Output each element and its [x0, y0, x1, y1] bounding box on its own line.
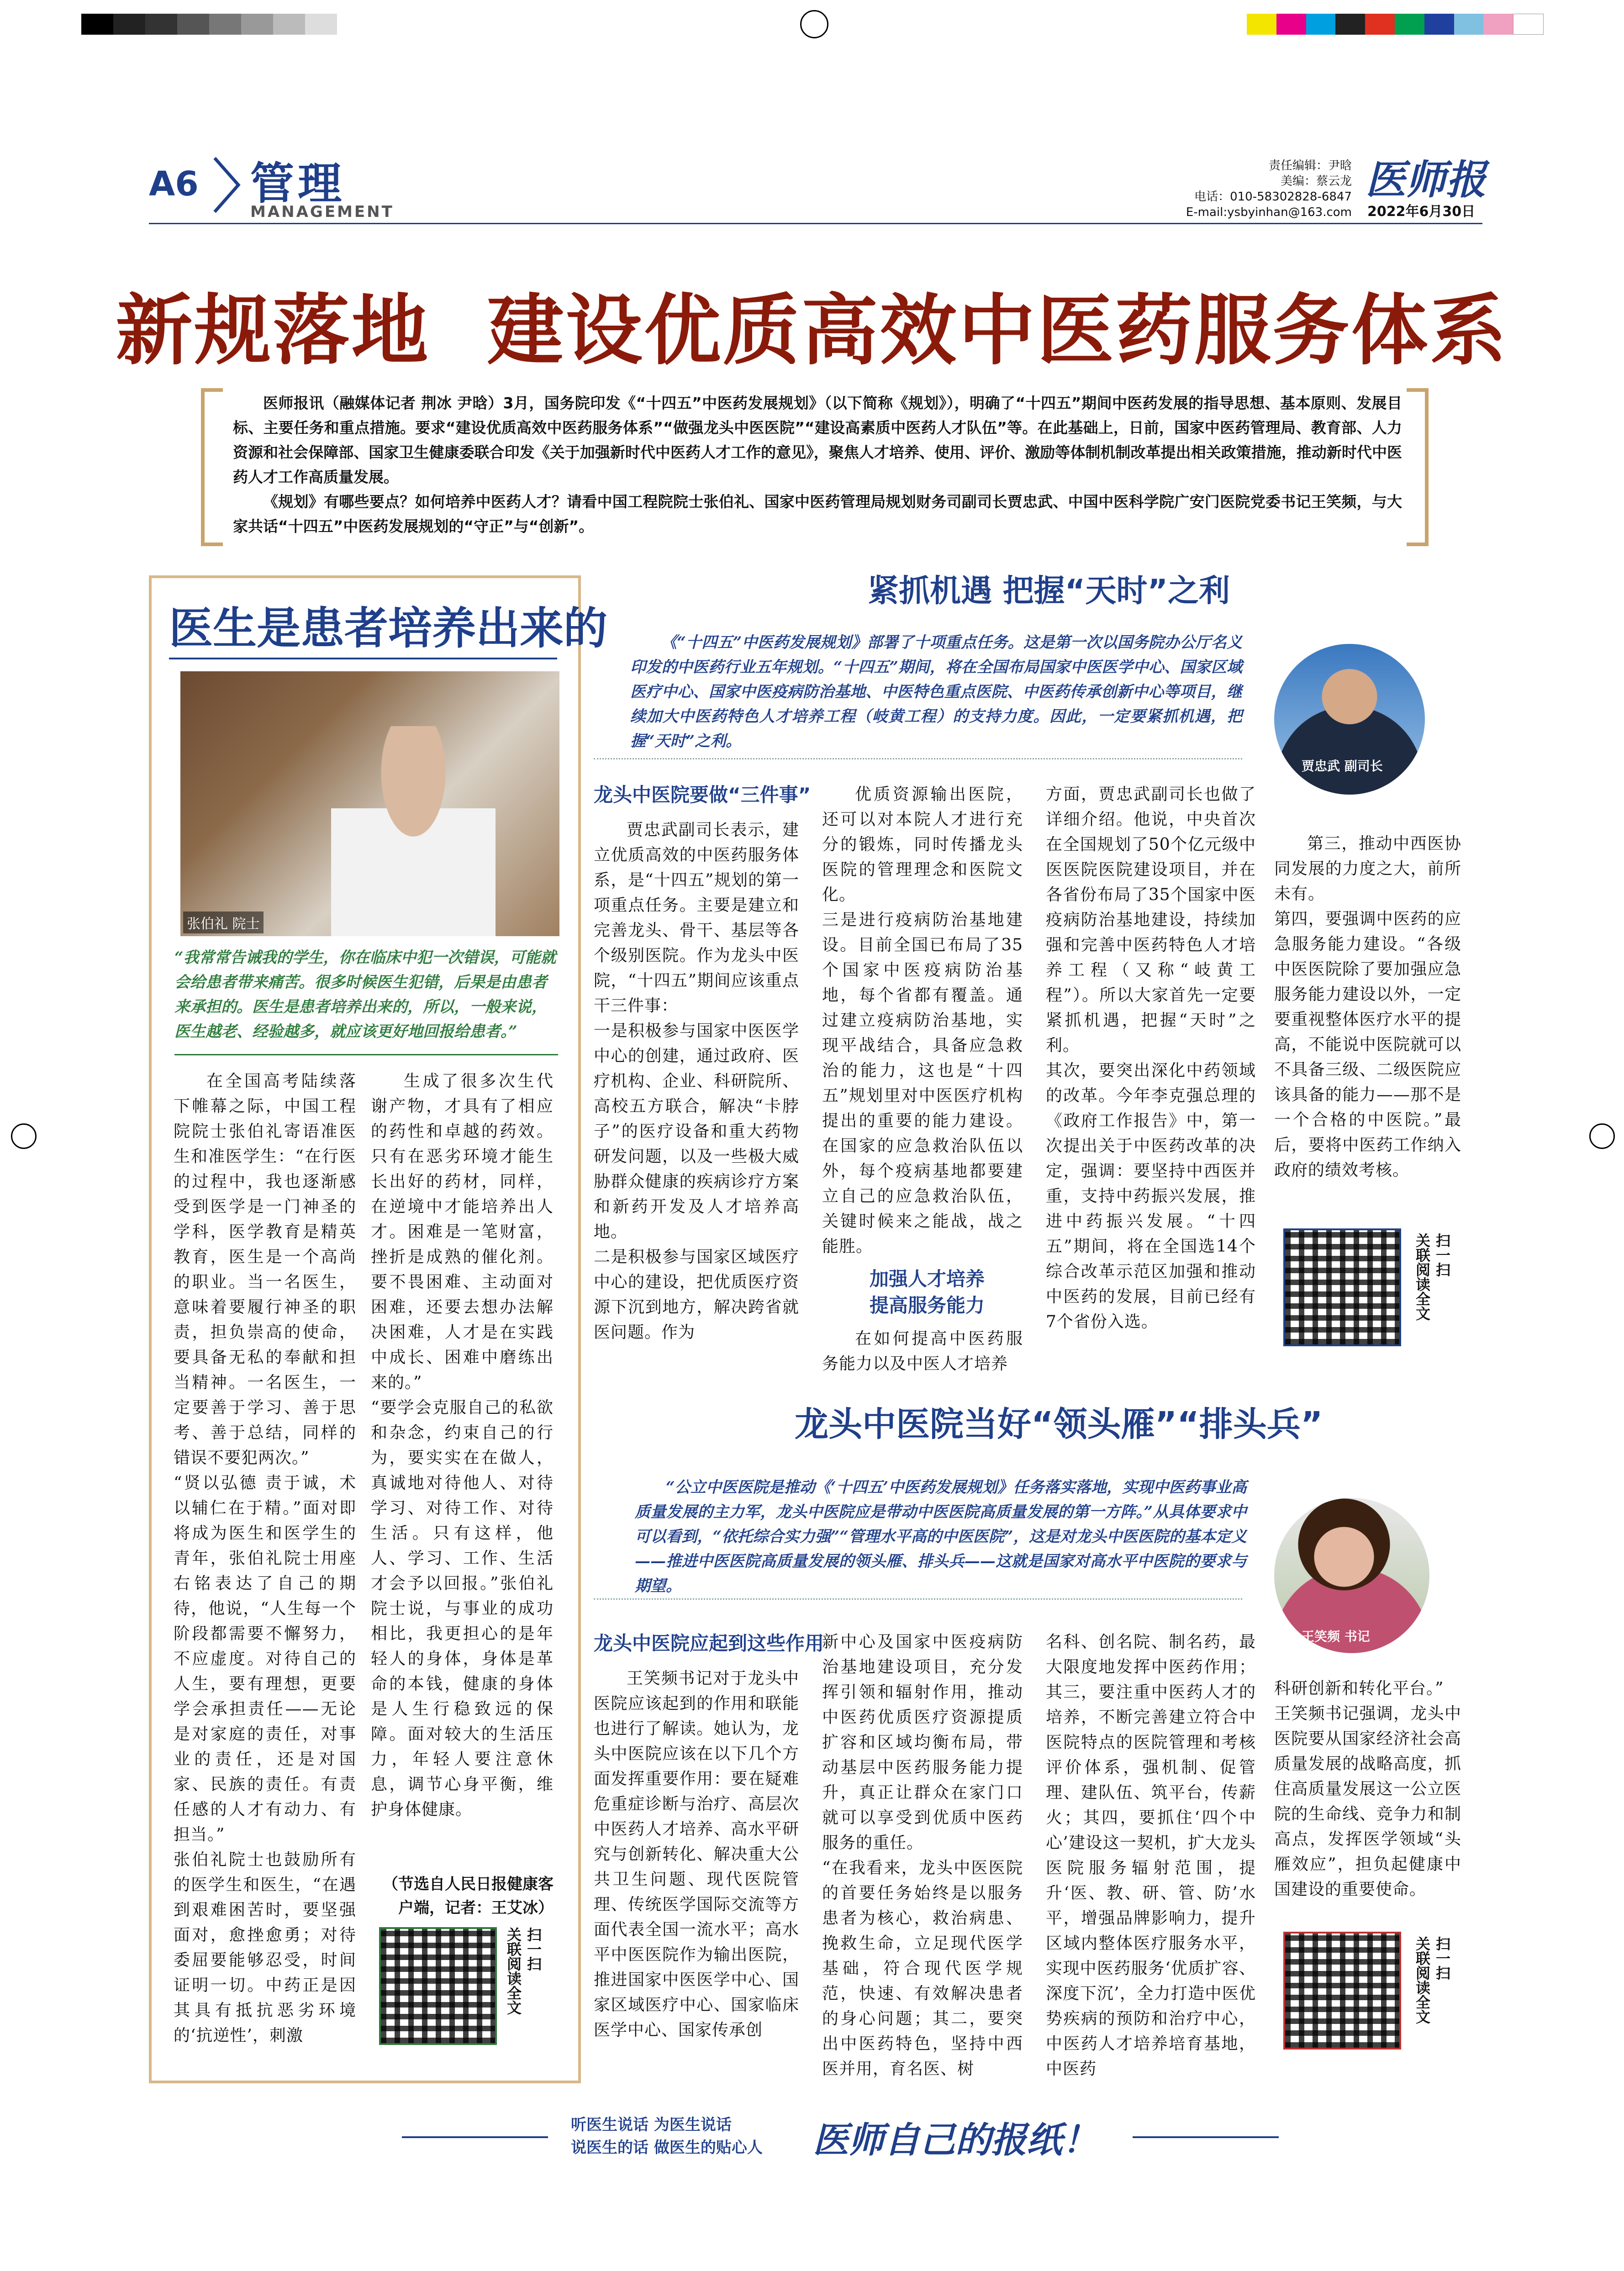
footer-motto: 听医生说话 为医生说话 说医生的话 做医生的贴心人: [571, 2116, 763, 2157]
left-article-title-rule: [169, 658, 557, 659]
upper-col-4: 第三，推动中西医协同发展的力度之大，前所未有。 第四，要强调中医药的应急服务能力建设。“各级中医医院除了要加强应急服务能力建设以外，一定要重视整体医疗水平的提高，不能说中医院就可以不具备三级、二级医院应该具备的能力——那不是一个合格的中医院。”最后，要将中医药工作纳入政府的绩效考核。: [1274, 834, 1461, 1180]
page-number: A6: [149, 164, 199, 204]
page-header: [0, 146, 1624, 228]
left-qr-code: [379, 1927, 497, 2045]
section-title-en: MANAGEMENT: [250, 203, 394, 221]
upper-divider: [594, 758, 1242, 759]
footer-rule-left: [402, 2136, 548, 2138]
left-col-2: 生成了很多次生代谢产物，才具有了相应的药性和卓越的药效。只有在恶劣环境才能生长出好的药材，同样，在逆境中才能培养出人才。困难是一笔财富，挫折是成熟的催化剂。要不畏困难、主动面对困难，还要去想办法解决困难，人才是在实践中成长、困难中磨练出来的。” “要学会克服自己的私欲和杂念，约束自己的行为，要实实在在做人，真诚地对待他人、对待学习、对待工作、对待生活。只有这样，他人、学习、工作、生活才会予以回报。”张伯礼院士说，与事业的成功相比，我更担心的是年轻人的身体，身体是革命的本钱，健康的身体是人生行稳致远的保障。面对较大的生活压力，年轻人要注意休息，调节心身平衡，维护身体健康。: [371, 1072, 554, 1819]
chevron-right-icon: [211, 155, 243, 215]
zhang-boli-photo: [180, 671, 559, 936]
photo-caption: 王笑频 书记: [1302, 1629, 1370, 1644]
bracket-left: [201, 388, 223, 546]
registration-mark-left: [11, 1123, 37, 1149]
lead-paragraph-1: 医师报讯（融媒体记者 荆冰 尹晗）3月，国务院印发《“十四五”中医药发展规划》（以下简称《规划》），明确了“十四五”期间中医药发展的指导思想、基本原则、发展目标、主要任务和重点措施。要求“建设优质高效中医药服务体系”“做强龙头中医医院”“建设高素质中医药人才队伍”等。在此基础上，日前，国家中医药管理局、教育部、人力资源和社会保障部、国家卫生健康委联合印发《关于加强新时代中医药人才工作的意见》，聚焦人才培养、使用、评价、激励等体制机制改革提出相关政策措施，推动新时代中医药人才工作高质量发展。: [233, 394, 1402, 486]
registration-mark-right: [1589, 1123, 1615, 1149]
left-article-title: 医生是患者培养出来的: [169, 603, 607, 654]
footer-slogan: 医师自己的报纸！: [813, 2119, 1098, 2161]
left-col-1: 在全国高考陆续落下帷幕之际，中国工程院院士张伯礼寄语准医生和准医学生：“在行医的过程中，我也逐渐感受到医学是一门神圣的学科，医学教育是精英教育，医生是一个高尚的职业。当一名医生，意味着要履行神圣的职责，担负崇高的使命，要具备无私的奉献和担当精神。一名医生，一定要善于学习、善于思考、善于总结，同样的错误不要犯两次。” “贤以弘德 责于诚，术以辅仁在于精。”面对即将成为医生和医学生的青年，张伯礼院士用座右铭表达了自己的期待，他说，“人生每一个阶段都需要不懈努力，不应虚度。对待自己的人生，要有理想，更要学会承担责任——无论是对家庭的责任，对事业的责任，还是对国家、民族的责任。有责任感的人才有动力、有担当。” 张伯礼院士也鼓励所有的医学生和医生，“在遇到艰难困苦时，要坚强面对，愈挫愈勇；对待委屈要能够忍受，时间证明一切。中药正是因其具有抵抗恶劣环境的‘抗逆性’，刺激: [174, 1072, 356, 2045]
lower-col-4: 科研创新和转化平台。” 王笑频书记强调，龙头中医院要从国家经济社会高质量发展的战略高度，抓住高质量发展这一公立医院的生命线、竞争力和制高点，发挥医学领域“头雁效应”，担负起健康中国建设的重要使命。: [1274, 1679, 1461, 1899]
registration-bar-right: [1247, 14, 1544, 35]
registration-mark-top: [800, 10, 828, 38]
upper-col-1: 贾忠武副司长表示，建立优质高效的中医药服务体系，是“十四五”规划的第一项重点任务。主要是建立和完善龙头、骨干、基层等各个级别医院。作为龙头中医院，“十四五”期间应该重点干三件事： 一是积极参与国家中医医学中心的创建，通过政府、医疗机构、企业、科研院所、高校五方联合，解决“卡脖子”的医疗设备和重大药物研发问题，以及一些极大威胁群众健康的疾病诊疗方案和新药开发及人才培养高地。 二是积极参与国家区域医疗中心的建设，把优质医疗资源下沉到地方，解决跨省就医问题。作为: [594, 821, 799, 1342]
lower-article-title: 龙头中医院当好“领头雁”“排头兵”: [795, 1405, 1323, 1444]
lower-intro: “公立中医医院是推动《‘十四五’中医药发展规划》任务落实落地，实现中医药事业高质量发展的主力军，龙头中医院应是带动中医医院高质量发展的第一方阵。”从具体要求中可以看到，“依托综合实力强”“管理水平高的中医医院”，这是对龙头中医医院的基本定义——推进中医医院高质量发展的领头雁、排头兵——这就是国家对高水平中医院的要求与期望。: [635, 1478, 1247, 1595]
left-quote-rule: [174, 1054, 558, 1055]
upper-col-2: 优质资源输出医院，还可以对本院人才进行充分的锻炼，同时传播龙头医院的管理理念和医院文化。 三是进行疫病防治基地建设。目前全国已布局了35个国家中医疫病防治基地，每个省都有覆盖。通过建立疫病防治基地，实现平战结合，具备应急救治的能力，这也是“十四五”规划里对中医医疗机构提出的重要的能力建设。在国家的应急救治队伍以外，每个疫病基地都要建立自己的应急救治队伍，关键时候来之能战，战之能胜。: [822, 785, 1023, 1256]
paper-logo: 医师报: [1366, 156, 1487, 203]
lower-col-3: 名科、创名院、制名药，最大限度地发挥中医药作用；其三，要注重中医药人才的培养，不断完善建立符合中医院特点的医院管理和考核评价体系，强机制、促管理、建队伍、筑平台，传薪火；其四，要抓住‘四个中心’建设这一契机，扩大龙头医院服务辐射范围，提升‘医、教、研、管、防’水平，增强品牌影响力，提升区域内整体医疗服务水平，实现中医药服务‘优质扩容、深度下沉’，全力打造中医优势疾病的预防和治疗中心，中医药人才培养培育基地，中医药: [1046, 1633, 1256, 2078]
photo-caption: 张伯礼 院士: [183, 912, 264, 933]
footer: [0, 2110, 1624, 2165]
bracket-right: [1407, 388, 1429, 546]
upper-col-3: 方面，贾忠武副司长也做了详细介绍。他说，中央首次在全国规划了50个亿元级中医医院医院建设项目，并在各省份布局了35个国家中医疫病防治基地建设，持续加强和完善中医药特色人才培养工程（又称“岐黄工程”）。所以大家首先一定要紧抓机遇，把握“天时”之利。 其次，要突出深化中药领域的改革。今年李克强总理的《政府工作报告》中，第一次提出关于中医药改革的决定，强调：要坚持中西医并重，支持中药振兴发展，推进中药振兴发展。“十四五”期间，将在全国选14个综合改革示范区加强和推动中医药的发展，目前已经有7个省份入选。: [1046, 785, 1256, 1331]
photo-figure: [331, 726, 496, 936]
lower-col-2: 新中心及国家中医疫病防治基地建设项目，充分发挥引领和辐射作用，推动中医药优质医疗资源提质扩容和区域均衡布局，带动基层中医药服务能力提升，真正让群众在家门口就可以享受到优质中医药服务的重任。 “在我看来，龙头中医医院的首要任务始终是以服务患者为核心，救治病患、挽救生命，立足现代医学基础，符合现代医学规范，快速、有效解决患者的身心问题；其二，要突出中医药特色，坚持中西医并用，育名医、树: [822, 1633, 1023, 2078]
jia-zhongwu-photo: [1274, 644, 1425, 795]
editor-credit: 责任编辑：尹晗 美编：蔡云龙 电话：010-58302828-6847 E-mail:ysbyinhan@163.com: [1186, 159, 1352, 219]
registration-bar-left: [81, 14, 337, 35]
lower-sub-heading-1: 龙头中医院应起到这些作用: [594, 1632, 824, 1655]
upper-qr-code: [1283, 1228, 1401, 1346]
upper-article-title: 紧抓机遇 把握“天时”之利: [868, 573, 1230, 609]
section-title: 管理: [250, 158, 345, 209]
issue-date: 2022年6月30日: [1367, 204, 1476, 220]
photo-caption: 贾忠武 副司长: [1302, 759, 1383, 774]
page-headline: 新规落地 建设优质高效中医药服务体系: [116, 286, 1508, 375]
upper-scan-label: 扫一扫 关联阅读全文: [1413, 1233, 1451, 1321]
left-source: （节选自人民日报健康客户端，记者：王艾冰）: [383, 1875, 554, 1917]
lead-paragraph-2: 《规划》有哪些要点？如何培养中医药人才？请看中国工程院院士张伯礼、国家中医药管理局规划财务司副司长贾忠武、中国中医科学院广安门医院党委书记王笑频，与大家共话“十四五”中医药发展规划的“守正”与“创新”。: [233, 493, 1402, 535]
lower-col-1: 王笑频书记对于龙头中医院应该起到的作用和联能也进行了解读。她认为，龙头中医院应该在以下几个方面发挥重要作用：要在疑难危重症诊断与治疗、高层次中医药人才培养、高水平研究与创新转化、解决重大公共卫生问题、现代医院管理、传统医学国际交流等方面代表全国一流水平；高水平中医医院作为输出医院，推进国家中医医学中心、国家区域医疗中心、国家临床医学中心、国家传承创: [594, 1669, 799, 2039]
lower-scan-label: 扫一扫 关联阅读全文: [1413, 1936, 1451, 2024]
upper-sub-heading-2: 加强人才培养 提高服务能力: [869, 1268, 985, 1317]
lower-qr-code: [1283, 1932, 1401, 2050]
upper-col-2b: 在如何提高中医药服务能力以及中医人才培养: [822, 1329, 1023, 1373]
wang-xiaopin-photo: [1274, 1498, 1429, 1653]
left-scan-label: 扫一扫 关联阅读全文: [505, 1927, 542, 2015]
left-quote: “我常常告诫我的学生，你在临床中犯一次错误，可能就会给患者带来痛苦。很多时候医生犯错，后果是由患者来承担的。医生是患者培养出来的，所以，一般来说，医生越老、经验越多，就应该更好地回报给患者。”: [174, 948, 556, 1041]
footer-rule-right: [1133, 2136, 1279, 2138]
lead-text: [233, 391, 1402, 539]
upper-intro: 《“十四五”中医药发展规划》部署了十项重点任务。这是第一次以国务院办公厅名义印发的中医药行业五年规划。“十四五”期间，将在全国布局国家中医医学中心、国家区域医疗中心、国家中医疫病防治基地、中医特色重点医院、中医药传承创新中心等项目，继续加大中医药特色人才培养工程（岐黄工程）的支持力度。因此，一定要紧抓机遇，把握“天时”之利。: [630, 633, 1242, 750]
lead-box: [215, 388, 1411, 543]
header-rule: [149, 223, 1482, 224]
lower-divider: [594, 1598, 1242, 1600]
upper-sub-heading-1: 龙头中医院要做“三件事”: [594, 784, 811, 806]
